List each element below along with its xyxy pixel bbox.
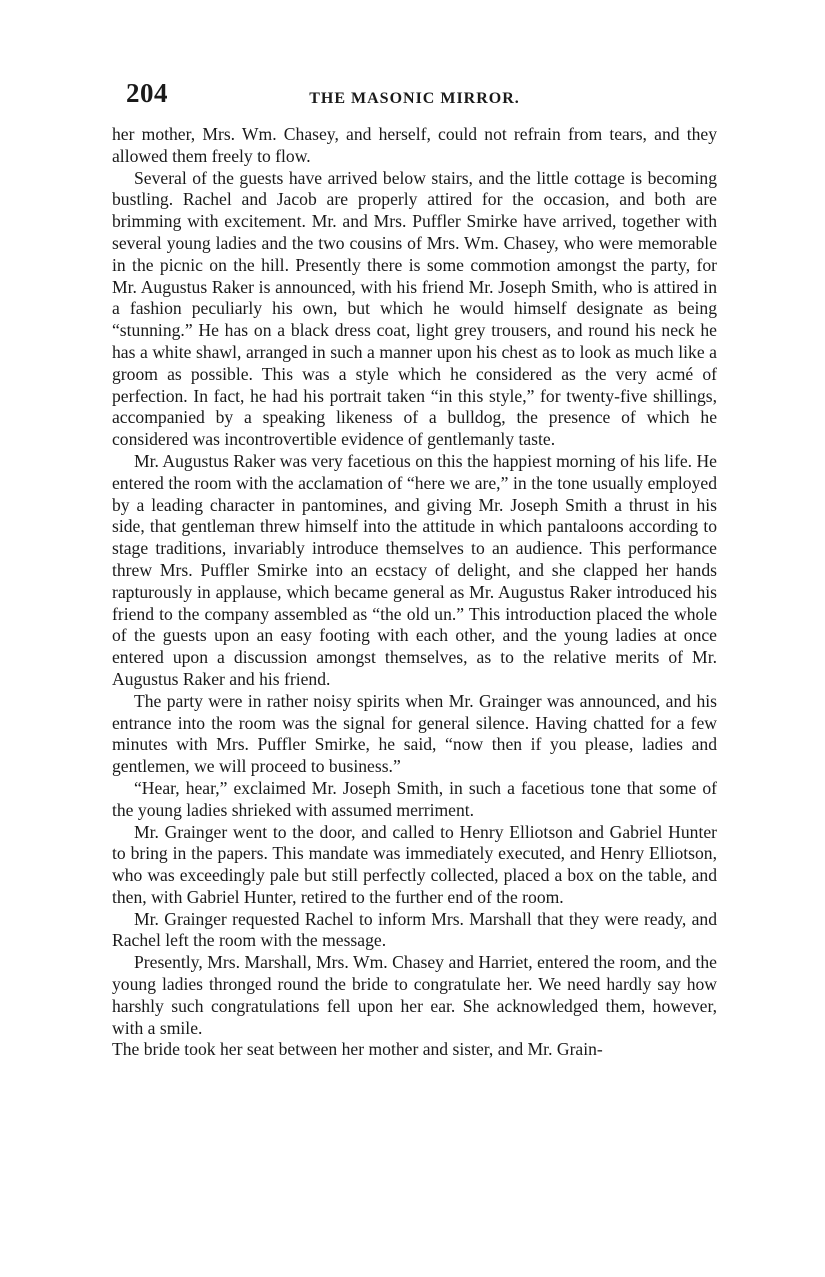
page-header [112,78,717,118]
running-head: THE MASONIC MIRROR. [309,90,520,107]
paragraph: Several of the guests have arrived below stairs, and the little cottage is becoming bustling. Rachel and Jacob are properly attired for the occasion, and both are brimming with excitement. Mr. and Mrs. Puffler Smirke have arrived, together with several young ladies and the two cousins of Mrs. Wm. Chasey, who were memorable in the picnic on the hill. Presently there is some commotion amongst the party, for Mr. Augustus Raker is announced, with his friend Mr. Joseph Smith, who is attired in a fashion peculiarly his own, but which he would himself designate as being “stunning.” He has on a black dress coat, light grey trousers, and round his neck he has a white shawl, arranged in such a manner upon his chest as to look as much like a groom as possible. This was a style which he considered as the very acmé of perfection. In fact, he had his portrait taken “in this style,” for twenty-five shillings, accompanied by a speaking likeness of a bulldog, the presence of which he considered was incontrovertible evidence of gentlemanly taste. [112,167,717,450]
page-number: 204 [126,78,168,108]
paragraph: Mr. Grainger requested Rachel to inform Mrs. Marshall that they were ready, and Rachel left the room with the message. [112,908,717,951]
paragraph: The bride took her seat between her mother and sister, and Mr. Grain- [112,1039,603,1060]
paragraph: The party were in rather noisy spirits when Mr. Grainger was announced, and his entrance into the room was the signal for general silence. Having chatted for a few minutes with Mrs. Puffler Smirke, he said, “now then if you please, ladies and gentlemen, we will proceed to business.” [112,690,717,777]
paragraph: Mr. Grainger went to the door, and called to Henry Elliotson and Gabriel Hunter to bring in the papers. This mandate was immediately executed, and Henry Elliotson, who was exceedingly pale but still perfectly collected, placed a box on the table, and then, with Gabriel Hunter, retired to the further end of the room. [112,821,717,907]
body-text [112,124,717,1061]
paragraph: Mr. Augustus Raker was very facetious on this the happiest morning of his life. He entered the room with the acclamation of “here we are,” in the tone usually employed by a leading character in pantomines, and giving Mr. Joseph Smith a thrust in his side, that gentleman threw himself into the attitude in which pantaloons according to stage traditions, invariably introduce themselves to an audience. This performance threw Mrs. Puffler Smirke into an ecstacy of delight, and she clapped her hands rapturously in applause, which became general as Mr. Augustus Raker introduced his friend to the company assembled as “the old un.” This introduction placed the whole of the guests upon an easy footing with each other, and the young ladies at once entered upon a discussion amongst themselves, as to the relative merits of Mr. Augustus Raker and his friend. [112,450,717,689]
paragraph: her mother, Mrs. Wm. Chasey, and herself, could not refrain from tears, and they allowed them freely to flow. [112,124,717,166]
paragraph: “Hear, hear,” exclaimed Mr. Joseph Smith, in such a facetious tone that some of the young ladies shrieked with assumed merriment. [112,777,717,820]
paragraph: Presently, Mrs. Marshall, Mrs. Wm. Chasey and Harriet, entered the room, and the young ladies thronged round the bride to congratulate her. We need hardly say how harshly such congratulations fell upon her ear. She acknowledged them, however, with a smile. [112,952,717,1038]
